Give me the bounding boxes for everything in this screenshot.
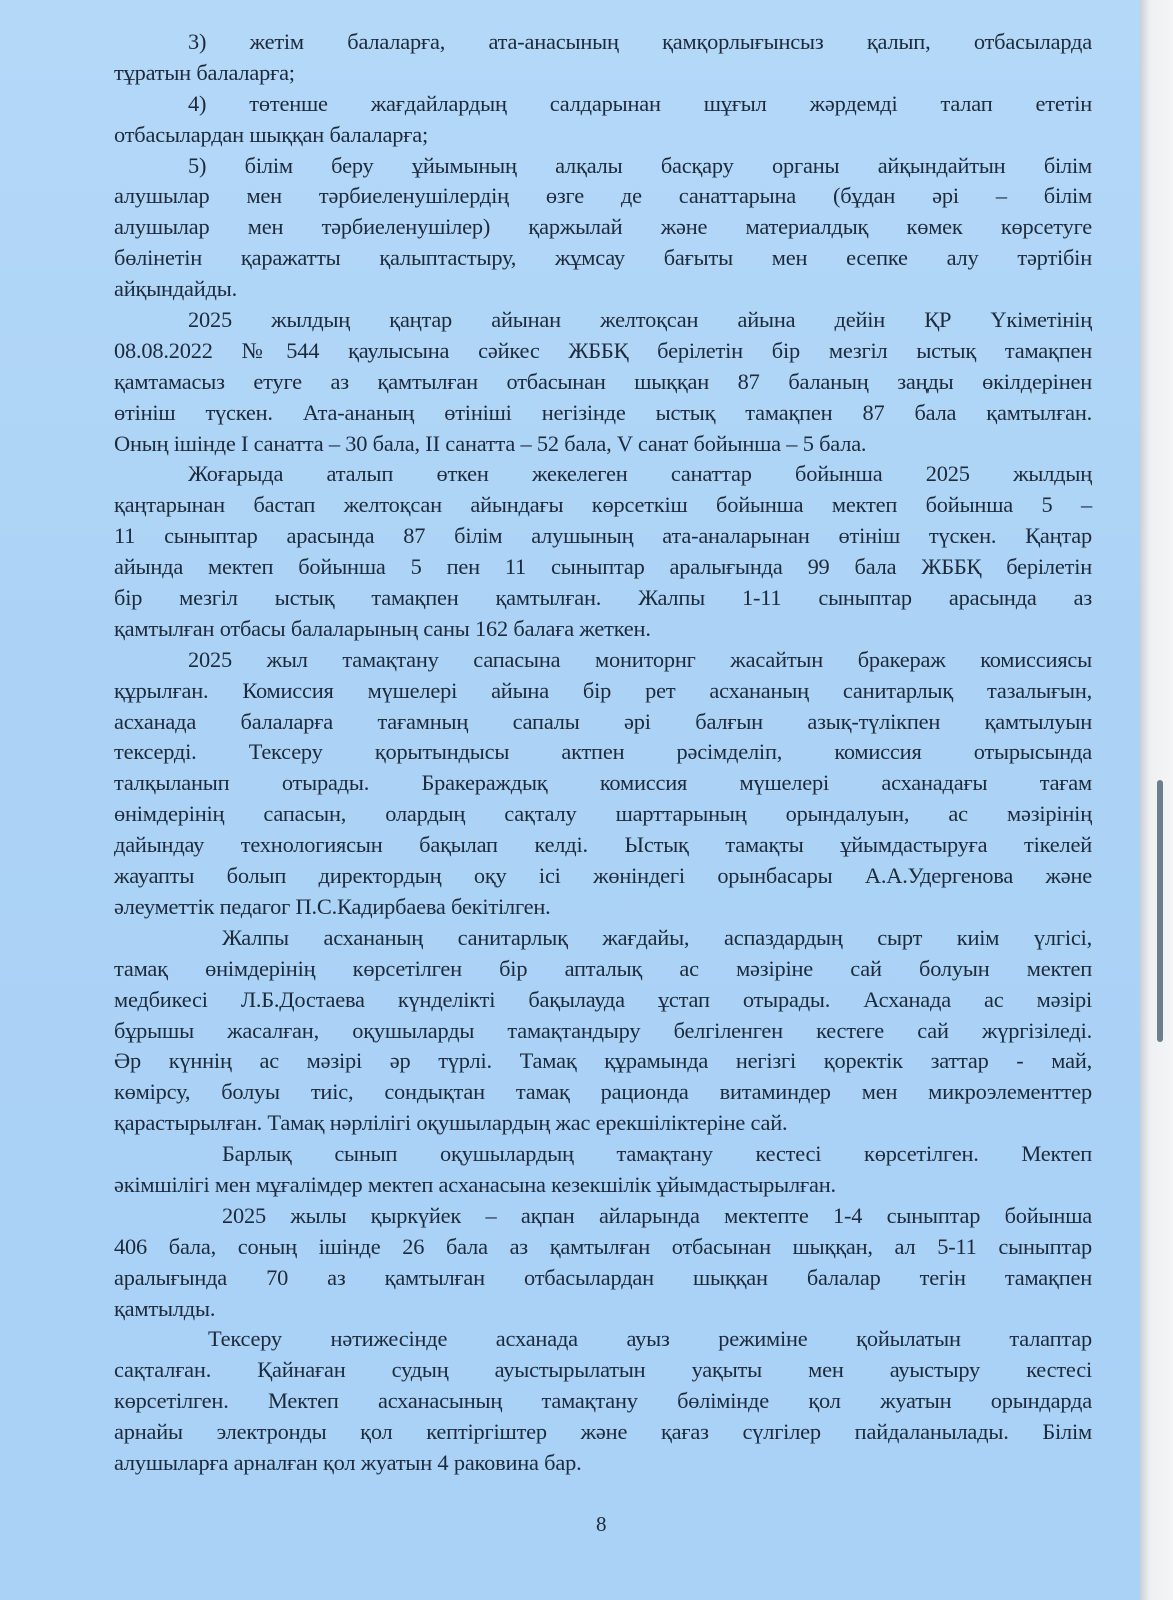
- text-line: көмірсу, болуы тиіс, сондықтан тамақ рационда витаминдер мен микроэлементтер: [114, 1079, 1092, 1105]
- document-body: [114, 27, 1092, 1479]
- text-line: 3) жетім балаларға, ата-анасының қамқорлығынсыз қалып, отбасыларда: [188, 29, 1092, 54]
- text-line: талқыланып отырады. Бракераждық комиссия мүшелері асханадағы тағам: [114, 770, 1092, 796]
- text-line: 4) төтенше жағдайлардың салдарынан шұғыл жәрдемді талап ететін: [188, 90, 1092, 116]
- text-line: асханада балаларға тағамның сапалы әрі балғын азық-түлікпен қамтылуын: [114, 708, 1092, 734]
- text-line: сақталған. Қайнаған судың ауыстырылатын уақыты мен ауыстыру кестесі: [114, 1357, 1092, 1383]
- text-line: тексерді. Тексеру қорытындысы актпен рәсімделіп, комиссия отырысында: [114, 739, 1092, 765]
- text-line: Тексеру нәтижесінде асханада ауыз режиміне қойылатын талаптар: [208, 1326, 1092, 1352]
- text-line: тамақ өнімдерінің көрсетілген бір апталық ас мәзіріне сай болуын мектеп: [114, 955, 1092, 981]
- text-line: медбикесі Л.Б.Достаева күнделікті бақылауда ұстап отырады. Асханада ас мәзірі: [114, 986, 1092, 1012]
- text-line: 11 сыныптар арасында 87 білім алушының ата-аналарынан өтініш түскен. Қаңтар: [114, 523, 1092, 549]
- text-line: әкімшілігі мен мұғалімдер мектеп асханасына кезекшілік ұйымдастырылған.: [114, 1171, 836, 1197]
- text-line: тұратын балаларға;: [114, 59, 295, 85]
- vertical-scrollbar[interactable]: [1157, 780, 1163, 1042]
- text-line: өтініш түскен. Ата-ананың өтініші негізінде ыстық тамақпен 87 бала қамтылған.: [114, 399, 1092, 425]
- text-line: арнайы электронды қол кептіргіштер және қағаз сүлгілер пайдаланылады. Білім: [114, 1419, 1092, 1445]
- text-line: дайындау технологиясын бақылап келді. Ыстық тамақты ұйымдастыруға тікелей: [114, 832, 1092, 858]
- text-line: қарастырылған. Тамақ нәрлілігі оқушылардың жас ерекшіліктеріне сай.: [114, 1110, 788, 1136]
- text-line: 406 бала, соның ішінде 26 бала аз қамтылған отбасынан шыққан, ал 5-11 сыныптар: [114, 1233, 1092, 1259]
- text-line: отбасылардан шыққан балаларға;: [114, 121, 428, 147]
- text-line: 2025 жыл тамақтану сапасына мониторнг жасайтын бракераж комиссиясы: [188, 646, 1092, 672]
- text-line: аралығында 70 аз қамтылған отбасылардан шыққан балалар тегін тамақпен: [114, 1264, 1092, 1290]
- text-line: бір мезгіл ыстық тамақпен қамтылған. Жалпы 1-11 сыныптар арасында аз: [114, 585, 1092, 611]
- text-line: Оның ішінде І санатта – 30 бала, ІІ санатта – 52 бала, V санат бойынша – 5 бала.: [114, 430, 867, 456]
- text-line: әлеуметтік педагог П.С.Кадирбаева бекітілген.: [114, 893, 551, 919]
- text-line: 2025 жылы қыркүйек – ақпан айларында мектепте 1-4 сыныптар бойынша: [222, 1202, 1092, 1228]
- text-line: 2025 жылдың қаңтар айынан желтоқсан айына дейін ҚР Үкіметінің: [188, 307, 1092, 333]
- text-line: қамтамасыз етуге аз қамтылған отбасынан шыққан 87 баланың заңды өкілдерінен: [114, 368, 1092, 394]
- text-line: қамтылған отбасы балаларының саны 162 балаға жеткен.: [114, 615, 651, 641]
- text-line: алушылар мен тәрбиеленушілердің өзге де санаттарына (бұдан әрі – білім: [114, 183, 1092, 209]
- text-line: бұрышы жасалған, оқушыларды тамақтандыру белгіленген кестеге сай жүргізіледі.: [114, 1017, 1092, 1043]
- text-line: өнімдерінің сапасын, олардың сақталу шарттарының орындалуын, ас мәзірінің: [114, 801, 1092, 827]
- text-line: Әр күннің ас мәзірі әр түрлі. Тамақ құрамында негізгі қоректік заттар - май,: [114, 1048, 1092, 1074]
- text-line: көрсетілген. Мектеп асханасының тамақтану бөлімінде қол жуатын орындарда: [114, 1388, 1092, 1414]
- text-line: Жоғарыда аталып өткен жекелеген санаттар бойынша 2025 жылдың: [188, 461, 1092, 487]
- text-line: айқындайды.: [114, 276, 237, 302]
- text-line: Барлық сынып оқушылардың тамақтану кестесі көрсетілген. Мектеп: [222, 1141, 1092, 1167]
- text-line: 08.08.2022 №544 қаулысына сәйкес ЖББҚ берілетін бір мезгіл ыстық тамақпен: [114, 337, 1092, 363]
- text-line: Жалпы асхананың санитарлық жағдайы, аспаздардың сырт киім үлгісі,: [222, 924, 1092, 950]
- text-line: жауапты болып директордың оқу ісі жөніндегі орынбасары А.А.Удергенова және: [114, 863, 1092, 889]
- text-line: 5) білім беру ұйымының алқалы басқару органы айқындайтын білім: [188, 152, 1092, 178]
- page-number: 8: [596, 1512, 607, 1536]
- text-line: алушылар мен тәрбиеленушілер) қаржылай және материалдық көмек көрсетуге: [114, 214, 1092, 240]
- text-line: алушыларға арналған қол жуатын 4 раковина бар.: [114, 1449, 582, 1475]
- text-line: құрылған. Комиссия мүшелері айына бір рет асхананың санитарлық тазалығын,: [114, 677, 1092, 703]
- text-line: бөлінетін қаражатты қалыптастыру, жұмсау бағыты мен есепке алу тәртібін: [114, 245, 1092, 271]
- text-line: қаңтарынан бастап желтоқсан айындағы көрсеткіш бойынша мектеп бойынша 5 –: [114, 492, 1092, 518]
- text-line: айында мектеп бойынша 5 пен 11 сыныптар аралығында 99 бала ЖББҚ берілетін: [114, 554, 1092, 580]
- text-line: қамтылды.: [114, 1295, 216, 1321]
